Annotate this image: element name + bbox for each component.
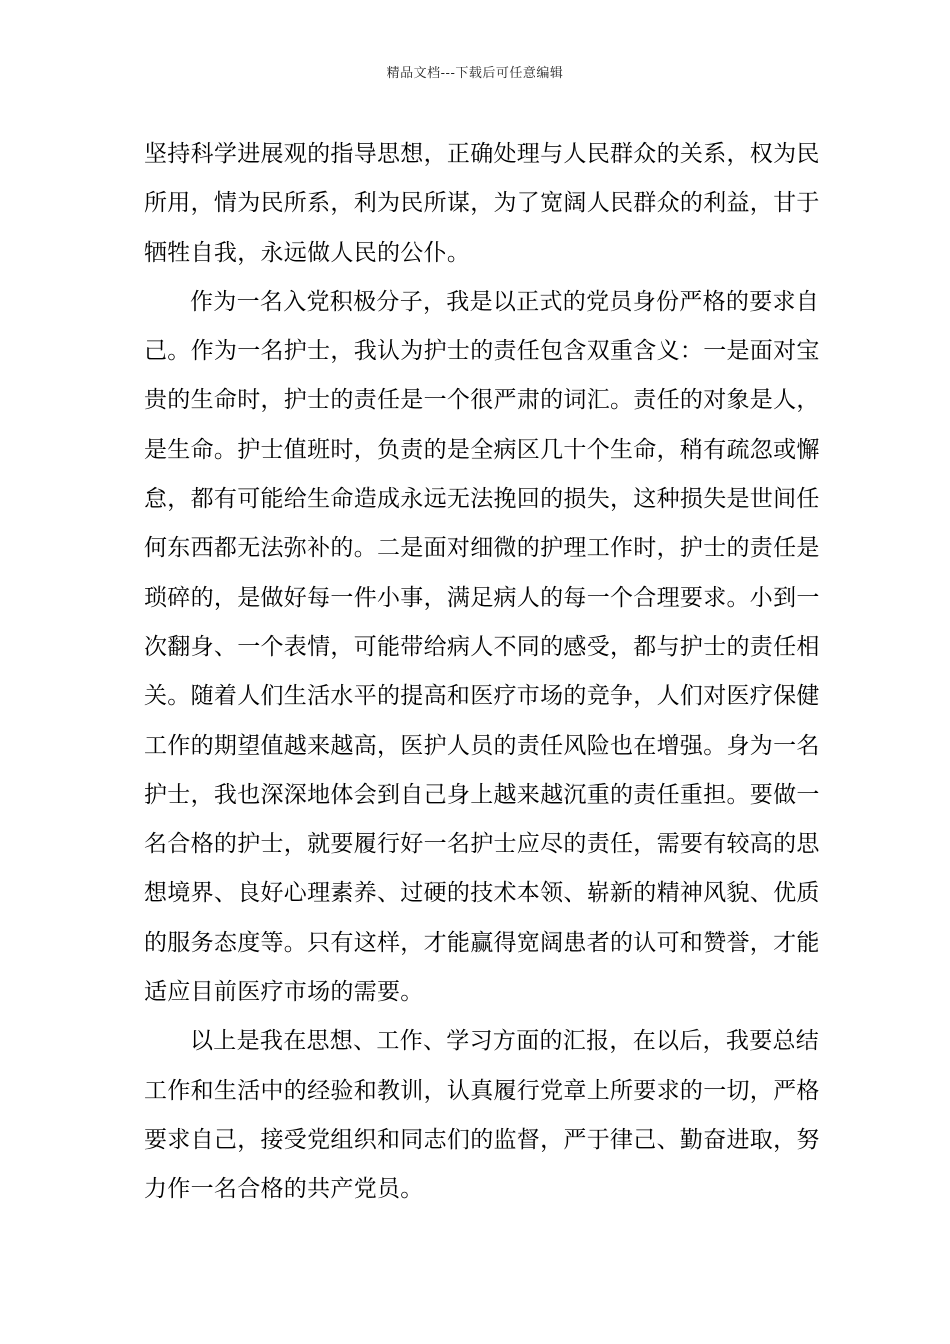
paragraph-2-line-6: 何东西都无法弥补的。二是面对细微的护理工作时，护士的责任是 [144,535,820,562]
paragraph-3-line-2: 工作和生活中的经验和教训，认真履行党章上所要求的一切，严格 [144,1077,820,1104]
paragraph-2-line-7: 琐碎的，是做好每一件小事，满足病人的每一个合理要求。小到一 [144,584,820,611]
paragraph-3-line-3: 要求自己，接受党组织和同志们的监督，严于律己、勤奋进取，努 [144,1126,820,1153]
paragraph-2-line-13: 想境界、良好心理素养、过硬的技术本领、崭新的精神风貌、优质 [144,880,820,907]
page-header: 精品文档---下载后可任意编辑 [386,66,564,81]
paragraph-2-line-4: 是生命。护士值班时，负责的是全病区几十个生命，稍有疏忽或懈 [144,436,820,463]
paragraph-2-line-1: 作为一名入党积极分子，我是以正式的党员身份严格的要求自 [190,288,820,315]
paragraph-2-line-11: 护士，我也深深地体会到自己身上越来越沉重的责任重担。要做一 [144,781,820,808]
document-body [144,130,820,1215]
paragraph-3-line-4: 力作一名合格的共产党员。 [144,1176,424,1203]
paragraph-2-line-9: 关。随着人们生活水平的提高和医疗市场的竞争，人们对医疗保健 [144,683,820,710]
paragraph-2-line-12: 名合格的护士，就要履行好一名护士应尽的责任，需要有较高的思 [144,831,820,858]
paragraph-2-line-14: 的服务态度等。只有这样，才能赢得宽阔患者的认可和赞誉，才能 [144,929,820,956]
paragraph-2-line-15: 适应目前医疗市场的需要。 [144,979,424,1006]
paragraph-3-line-1: 以上是我在思想、工作、学习方面的汇报，在以后，我要总结 [190,1028,820,1055]
paragraph-1-line-2: 所用，情为民所系，利为民所谋，为了宽阔人民群众的利益，甘于 [144,190,820,217]
paragraph-1-line-3: 牺牲自我，永远做人民的公仆。 [144,239,471,266]
paragraph-2-line-3: 贵的生命时，护士的责任是一个很严肃的词汇。责任的对象是人， [144,387,820,414]
paragraph-2-line-10: 工作的期望值越来越高，医护人员的责任风险也在增强。身为一名 [144,732,820,759]
paragraph-1-line-1: 坚持科学进展观的指导思想，正确处理与人民群众的关系，权为民 [144,141,820,167]
paragraph-2-line-2: 己。作为一名护士，我认为护士的责任包含双重含义：一是面对宝 [144,338,820,365]
paragraph-2-line-8: 次翻身、一个表情，可能带给病人不同的感受，都与护士的责任相 [144,633,820,660]
paragraph-2-line-5: 怠，都有可能给生命造成永远无法挽回的损失，这种损失是世间任 [144,486,820,513]
